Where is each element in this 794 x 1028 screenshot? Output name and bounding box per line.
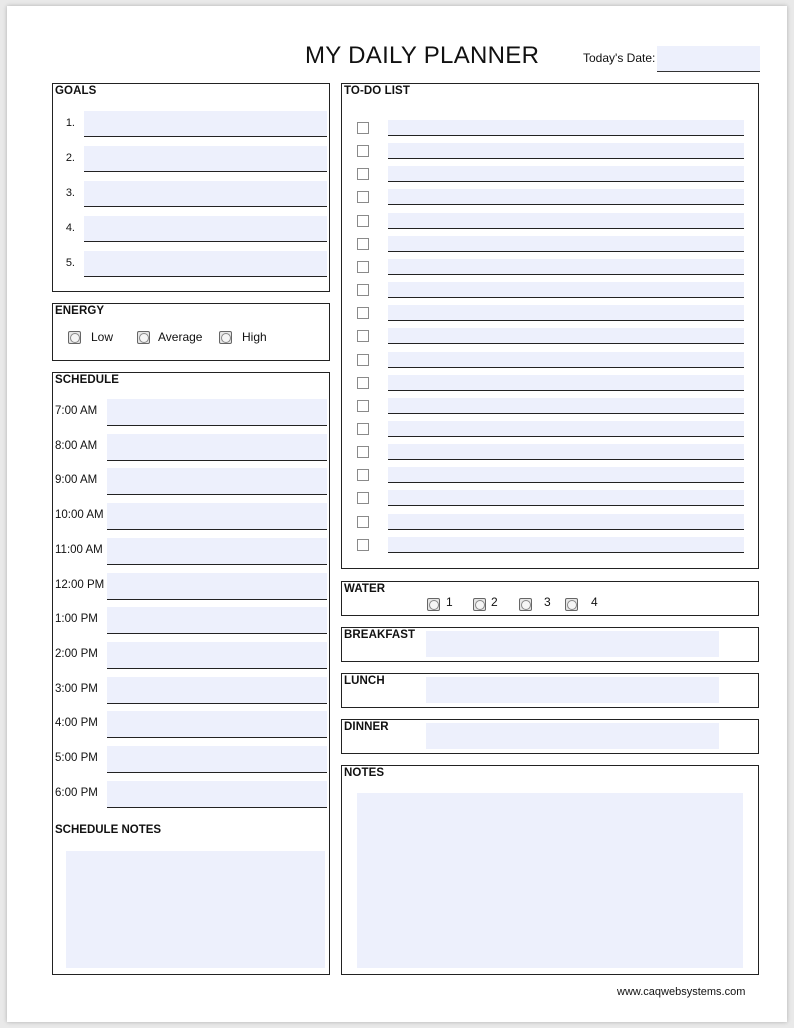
todo-section <box>341 83 759 569</box>
todo-field[interactable] <box>388 189 744 205</box>
schedule-field[interactable] <box>107 746 327 773</box>
schedule-field[interactable] <box>107 538 327 565</box>
todo-checkbox[interactable] <box>357 122 369 134</box>
schedule-time: 1:00 PM <box>55 613 98 626</box>
schedule-time: 10:00 AM <box>55 509 104 522</box>
schedule-time: 4:00 PM <box>55 717 98 730</box>
schedule-field[interactable] <box>107 677 327 704</box>
goal-field[interactable] <box>84 111 327 137</box>
goal-field[interactable] <box>84 216 327 242</box>
energy-section <box>52 303 330 361</box>
schedule-notes-title: SCHEDULE NOTES <box>55 824 162 836</box>
schedule-field[interactable] <box>107 503 327 530</box>
goal-field[interactable] <box>84 146 327 172</box>
water-3-label: 3 <box>544 595 551 609</box>
breakfast-field[interactable] <box>426 631 719 657</box>
date-label: Today's Date: <box>583 51 656 65</box>
todo-checkbox[interactable] <box>357 446 369 458</box>
energy-low-radio[interactable] <box>68 331 81 344</box>
water-section <box>341 581 759 616</box>
todo-field[interactable] <box>388 421 744 437</box>
todo-checkbox[interactable] <box>357 238 369 250</box>
energy-low-label: Low <box>91 330 114 344</box>
todo-field[interactable] <box>388 282 744 298</box>
schedule-time: 6:00 PM <box>55 786 98 799</box>
lunch-title: LUNCH <box>344 675 385 687</box>
todo-field[interactable] <box>388 537 744 553</box>
water-4-label: 4 <box>591 595 598 609</box>
todo-title: TO-DO LIST <box>344 85 410 97</box>
schedule-time: 12:00 PM <box>55 578 105 591</box>
notes-field[interactable] <box>357 793 743 968</box>
todo-field[interactable] <box>388 375 744 391</box>
page-title: MY DAILY PLANNER <box>305 42 540 69</box>
water-4-radio[interactable] <box>565 598 578 611</box>
schedule-field[interactable] <box>107 468 327 495</box>
schedule-time: 11:00 AM <box>55 543 103 556</box>
goal-field[interactable] <box>84 181 327 207</box>
breakfast-section <box>341 627 759 662</box>
schedule-field[interactable] <box>107 642 327 669</box>
todo-checkbox[interactable] <box>357 539 369 551</box>
schedule-field[interactable] <box>107 781 327 808</box>
todo-field[interactable] <box>388 166 744 182</box>
todo-checkbox[interactable] <box>357 191 369 203</box>
water-2-label: 2 <box>491 595 498 609</box>
todo-checkbox[interactable] <box>357 145 369 157</box>
water-1-label: 1 <box>446 595 453 609</box>
todo-field[interactable] <box>388 143 744 159</box>
todo-field[interactable] <box>388 305 744 321</box>
goal-number: 1. <box>65 117 75 129</box>
dinner-title: DINNER <box>344 721 389 733</box>
schedule-field[interactable] <box>107 607 327 634</box>
todo-checkbox[interactable] <box>357 516 369 528</box>
goal-number: 2. <box>65 152 75 164</box>
todo-field[interactable] <box>388 120 744 136</box>
todo-checkbox[interactable] <box>357 354 369 366</box>
todo-checkbox[interactable] <box>357 330 369 342</box>
water-title: WATER <box>344 583 386 595</box>
schedule-title: SCHEDULE <box>55 374 120 386</box>
dinner-field[interactable] <box>426 723 719 749</box>
schedule-field[interactable] <box>107 573 327 600</box>
water-2-radio[interactable] <box>473 598 486 611</box>
todo-checkbox[interactable] <box>357 469 369 481</box>
todo-field[interactable] <box>388 213 744 229</box>
schedule-section <box>52 372 330 975</box>
schedule-time: 2:00 PM <box>55 647 98 660</box>
todo-checkbox[interactable] <box>357 261 369 273</box>
goal-number: 3. <box>65 187 75 199</box>
breakfast-title: BREAKFAST <box>344 629 416 641</box>
water-1-radio[interactable] <box>427 598 440 611</box>
todo-field[interactable] <box>388 514 744 530</box>
goals-section <box>52 83 330 292</box>
lunch-field[interactable] <box>426 677 719 703</box>
goal-number: 5. <box>65 257 75 269</box>
goal-field[interactable] <box>84 251 327 277</box>
energy-title: ENERGY <box>55 305 105 317</box>
todo-checkbox[interactable] <box>357 307 369 319</box>
todo-checkbox[interactable] <box>357 284 369 296</box>
energy-average-radio[interactable] <box>137 331 150 344</box>
goal-number: 4. <box>65 222 75 234</box>
notes-section <box>341 765 759 975</box>
date-field[interactable] <box>657 46 760 72</box>
dinner-section <box>341 719 759 754</box>
energy-average-label: Average <box>158 330 203 344</box>
energy-high-label: High <box>242 330 267 344</box>
planner-page <box>7 6 787 1022</box>
water-3-radio[interactable] <box>519 598 532 611</box>
notes-title: NOTES <box>344 767 385 779</box>
schedule-time: 7:00 AM <box>55 405 98 417</box>
todo-checkbox[interactable] <box>357 377 369 389</box>
energy-high-radio[interactable] <box>219 331 232 344</box>
schedule-field[interactable] <box>107 434 327 461</box>
todo-checkbox[interactable] <box>357 168 369 180</box>
todo-checkbox[interactable] <box>357 215 369 227</box>
schedule-time: 3:00 PM <box>55 682 98 695</box>
todo-field[interactable] <box>388 398 744 414</box>
todo-field[interactable] <box>388 328 744 344</box>
todo-field[interactable] <box>388 236 744 252</box>
todo-checkbox[interactable] <box>357 492 369 504</box>
todo-checkbox[interactable] <box>357 423 369 435</box>
schedule-time: 8:00 AM <box>55 439 98 452</box>
schedule-notes-field[interactable] <box>66 851 325 968</box>
footer-url: www.caqwebsystems.com <box>617 986 746 998</box>
schedule-time: 5:00 PM <box>55 752 98 764</box>
todo-checkbox[interactable] <box>357 400 369 412</box>
todo-field[interactable] <box>388 352 744 368</box>
schedule-field[interactable] <box>107 399 327 426</box>
todo-field[interactable] <box>388 467 744 483</box>
schedule-field[interactable] <box>107 711 327 738</box>
todo-field[interactable] <box>388 444 744 460</box>
lunch-section <box>341 673 759 708</box>
todo-field[interactable] <box>388 259 744 275</box>
goals-title: GOALS <box>55 85 97 97</box>
schedule-time: 9:00 AM <box>55 474 98 487</box>
todo-field[interactable] <box>388 490 744 506</box>
